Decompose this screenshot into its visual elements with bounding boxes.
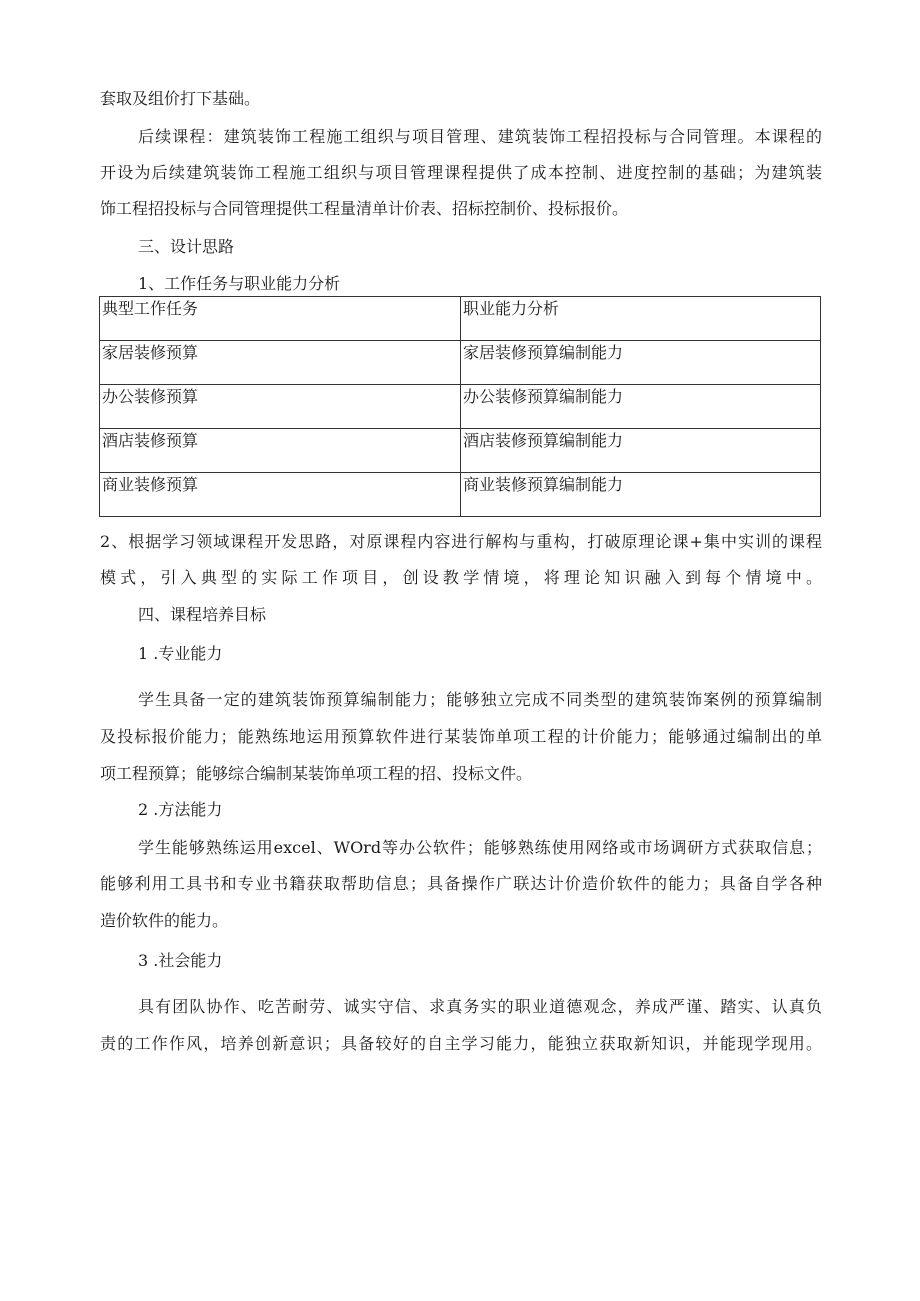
table-cell-task: 商业装修预算 <box>100 473 461 517</box>
table-header-row <box>100 297 821 341</box>
paragraph-professional-ability-line1: 学生具备一定的建筑装饰预算编制能力；能够独立完成不同类型的建筑装饰案例的预算编制 <box>138 690 822 709</box>
paragraph-follow-up-courses-line1: 后续课程：建筑装饰工程施工组织与项目管理、建筑装饰工程招投标与合同管理。本课程的 <box>138 127 822 146</box>
table-cell-ability: 家居装修预算编制能力 <box>461 341 821 385</box>
table-header-cell: 职业能力分析 <box>461 297 821 341</box>
subheading-method-ability: 2 .方法能力 <box>138 800 223 819</box>
table-cell-task: 办公装修预算 <box>100 385 461 429</box>
table-row <box>100 473 821 517</box>
paragraph-social-ability-line2: 责的工作作风，培养创新意识；具备较好的自主学习能力，能独立获取新知识，并能现学现用。 <box>100 1034 822 1053</box>
table-cell-ability: 酒店装修预算编制能力 <box>461 429 821 473</box>
paragraph-development-idea-line2: 模式，引入典型的实际工作项目，创设教学情境，将理论知识融入到每个情境中。 <box>100 568 822 587</box>
subheading-professional-ability: 1 .专业能力 <box>138 644 223 663</box>
subheading-social-ability: 3 .社会能力 <box>138 951 223 970</box>
table-row <box>100 429 821 473</box>
paragraph-professional-ability-line2: 及投标报价能力；能熟练地运用预算软件进行某装饰单项工程的计价能力；能够通过编制出的单 <box>100 727 822 746</box>
section-heading-design-ideas: 三、设计思路 <box>138 237 235 256</box>
task-ability-table <box>99 296 821 517</box>
table-cell-ability: 办公装修预算编制能力 <box>461 385 821 429</box>
paragraph-social-ability-line1: 具有团队协作、吃苦耐劳、诚实守信、求真务实的职业道德观念，养成严谨、踏实、认真负 <box>138 997 822 1016</box>
table-row <box>100 385 821 429</box>
subheading-task-analysis: 1、工作任务与职业能力分析 <box>138 274 341 293</box>
paragraph-development-idea-line1: 2、根据学习领域课程开发思路，对原课程内容进行解构与重构，打破原理论课+集中实训的课程 <box>100 532 822 551</box>
table-cell-task: 酒店装修预算 <box>100 429 461 473</box>
paragraph-follow-up-courses-line2: 开设为后续建筑装饰工程施工组织与项目管理课程提供了成本控制、进度控制的基础；为建筑装 <box>100 163 822 182</box>
paragraph-method-ability-line2: 能够利用工具书和专业书籍获取帮助信息；具备操作广联达计价造价软件的能力；具备自学各种 <box>100 874 822 893</box>
section-heading-training-goals: 四、课程培养目标 <box>138 605 267 624</box>
paragraph-method-ability-line1: 学生能够熟练运用excel、WOrd等办公软件；能够熟练使用网络或市场调研方式获取信息； <box>138 838 822 857</box>
paragraph-method-ability-line3: 造价软件的能力。 <box>100 911 229 930</box>
paragraph-professional-ability-line3: 项工程预算；能够综合编制某装饰单项工程的招、投标文件。 <box>100 764 533 783</box>
paragraph-prerequisite-end: 套取及组价打下基础。 <box>100 89 261 108</box>
paragraph-follow-up-courses-line3: 饰工程招投标与合同管理提供工程量清单计价表、招标控制价、投标报价。 <box>100 199 629 218</box>
table-cell-ability: 商业装修预算编制能力 <box>461 473 821 517</box>
table-row <box>100 341 821 385</box>
table-header-cell: 典型工作任务 <box>100 297 461 341</box>
table-cell-task: 家居装修预算 <box>100 341 461 385</box>
